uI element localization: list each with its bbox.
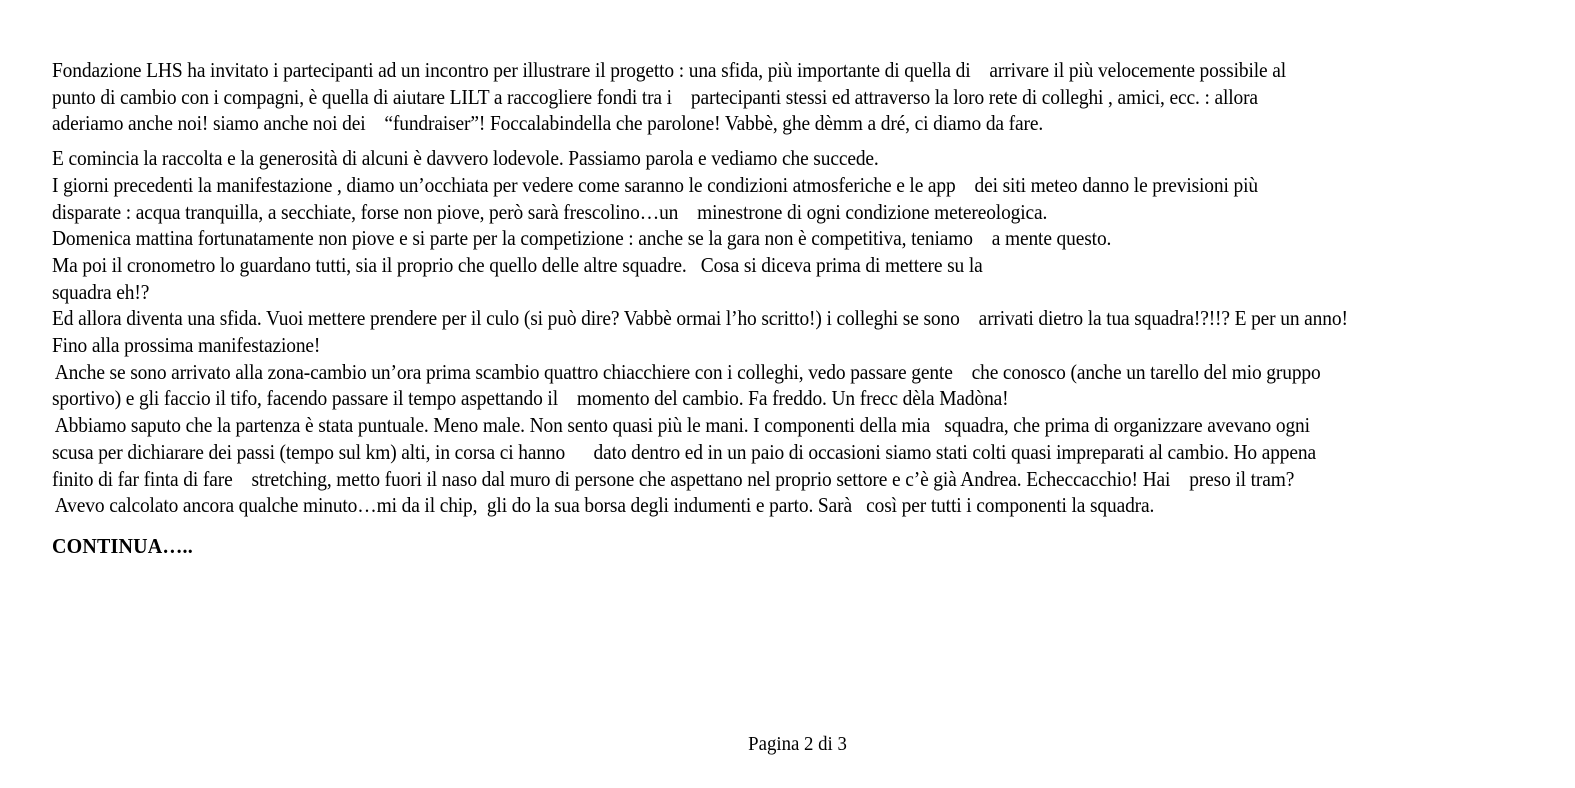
text-line: Fino alla prossima manifestazione! [52,333,321,358]
text-line: disparate : acqua tranquilla, a secchiate, forse non piove, però sarà frescolino…un minestrone di ogni condizione metereologica. [52,199,1048,224]
text-line: Ma poi il cronometro lo guardano tutti, sia il proprio che quello delle altre squadre. Cosa si diceva prima di mettere su la [52,252,983,277]
text-line: E comincia la raccolta e la generosità di alcuni è davvero lodevole. Passiamo parola e vediamo che succede. [52,146,879,171]
page-number-label: Pagina 2 di 3 [748,733,847,755]
text-line: Abbiamo saputo che la partenza è stata puntuale. Meno male. Non sento quasi più le mani. I componenti della mia squadra, che prima di organizzare avevano ogni [54,413,1310,438]
text-line: Ed allora diventa una sfida. Vuoi mettere prendere per il culo (si può dire? Vabbè ormai l’ho scritto!) i colleghi se sono arrivati dietro la tua squadra!?!!? E per un anno! [52,306,1348,331]
text-line: Domenica mattina fortunatamente non piove e si parte per la competizione : anche se la gara non è competitiva, teniamo a mente questo. [52,226,1112,251]
text-line: finito di far finta di fare stretching, metto fuori il naso dal muro di persone che aspettano nel proprio settore e c’è già Andrea. Echeccacchio! Hai preso il tram? [52,466,1295,491]
text-line: aderiamo anche noi! siamo anche noi dei “fundraiser”! Foccalabindella che parolone! Vabbè, ghe dèmm a dré, ci diamo da fare. [52,111,1044,136]
text-line: scusa per dichiarare dei passi (tempo sul km) alti, in corsa ci hanno dato dentro ed in un paio di occasioni siamo stati colti quasi impreparati al cambio. Ho appena [52,439,1316,464]
page-footer [0,708,1575,780]
text-line: Fondazione LHS ha invitato i partecipanti ad un incontro per illustrare il progetto : una sfida, più importante di quella di arrivare il più velocemente possibile al [52,58,1287,82]
text-line: I giorni precedenti la manifestazione , diamo un’occhiata per vedere come saranno le condizioni atmosferiche e le app dei siti meteo danno le previsioni più [52,172,1258,197]
text-line: Avevo calcolato ancora qualche minuto…mi da il chip, gli do la sua borsa degli indumenti e parto. Sarà così per tutti i componenti la squadra. [54,493,1155,518]
document-body [52,57,1514,519]
closing-line: CONTINUA….. [52,534,193,558]
text-line: punto di cambio con i compagni, è quella di aiutare LILT a raccogliere fondi tra i partecipanti stessi ed attraverso la loro rete di colleghi , amici, ecc. : allora [52,84,1258,109]
paragraph-1 [52,57,1375,137]
paragraph-2 [52,145,1375,519]
text-line: squadra eh!? [52,279,150,304]
text-line: sportivo) e gli faccio il tifo, facendo passare il tempo aspettando il momento del cambio. Fa freddo. Un frecc dèla Madòna! [52,386,1009,411]
text-line: Anche se sono arrivato alla zona-cambio un’ora prima scambio quattro chiacchiere con i colleghi, vedo passare gente che conosco (anche un tarello del mio gruppo [54,359,1321,384]
